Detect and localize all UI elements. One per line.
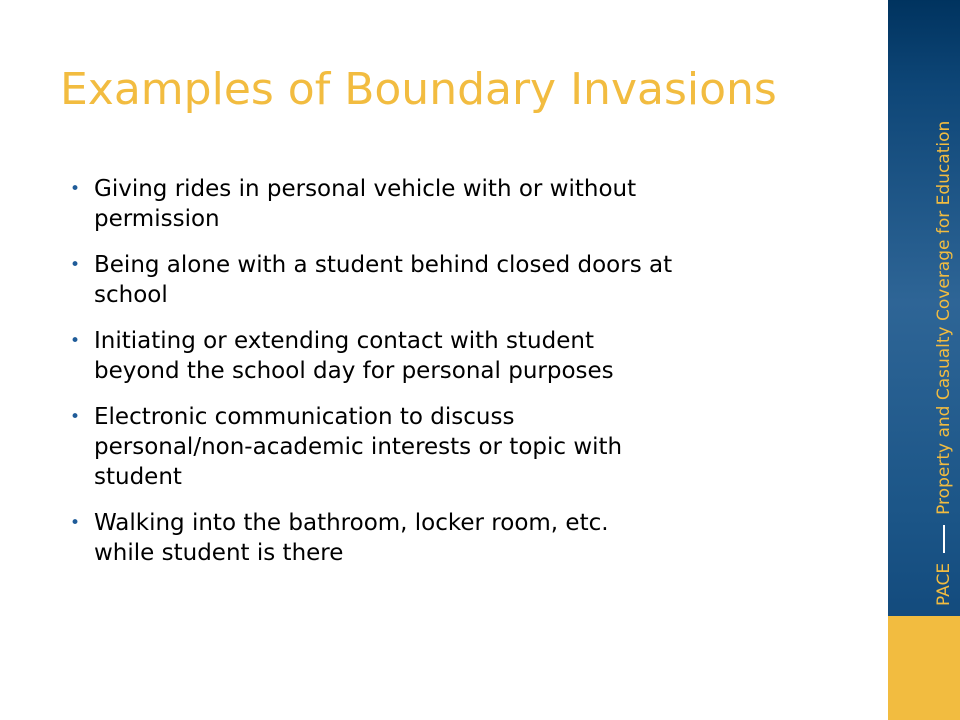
bullet-line: Walking into the bathroom, locker room, etc. (94, 510, 609, 536)
bullet-list (70, 174, 850, 584)
bullet-icon: • (70, 179, 81, 199)
bullet-item (70, 402, 850, 492)
bullet-item (70, 174, 850, 234)
bullet-item (70, 326, 850, 386)
bullet-line: Electronic communication to discuss (94, 404, 515, 430)
bullet-item (70, 250, 850, 310)
bullet-line: student (94, 464, 182, 490)
bullet-icon: • (70, 513, 81, 533)
sidebar-branding (932, 121, 956, 606)
sidebar-accent-block (888, 616, 960, 720)
bullet-icon: • (70, 407, 81, 427)
bullet-line: permission (94, 206, 220, 232)
bullet-line: Initiating or extending contact with student (94, 328, 594, 354)
slide-title: Examples of Boundary Invasions (60, 64, 777, 115)
bullet-line: personal/non-academic interests or topic with (94, 434, 623, 460)
bullet-item (70, 508, 850, 568)
bullet-line: school (94, 282, 168, 308)
brand-tagline: Property and Casualty Coverage for Education (934, 120, 954, 515)
brand-name: PACE (934, 562, 954, 606)
bullet-line: while student is there (94, 540, 344, 566)
bullet-line: Being alone with a student behind closed doors at (94, 252, 673, 278)
bullet-icon: • (70, 255, 81, 275)
bullet-line: beyond the school day for personal purposes (94, 358, 614, 384)
brand-separator (943, 525, 945, 553)
bullet-icon: • (70, 331, 81, 351)
bullet-line: Giving rides in personal vehicle with or without (94, 176, 637, 202)
